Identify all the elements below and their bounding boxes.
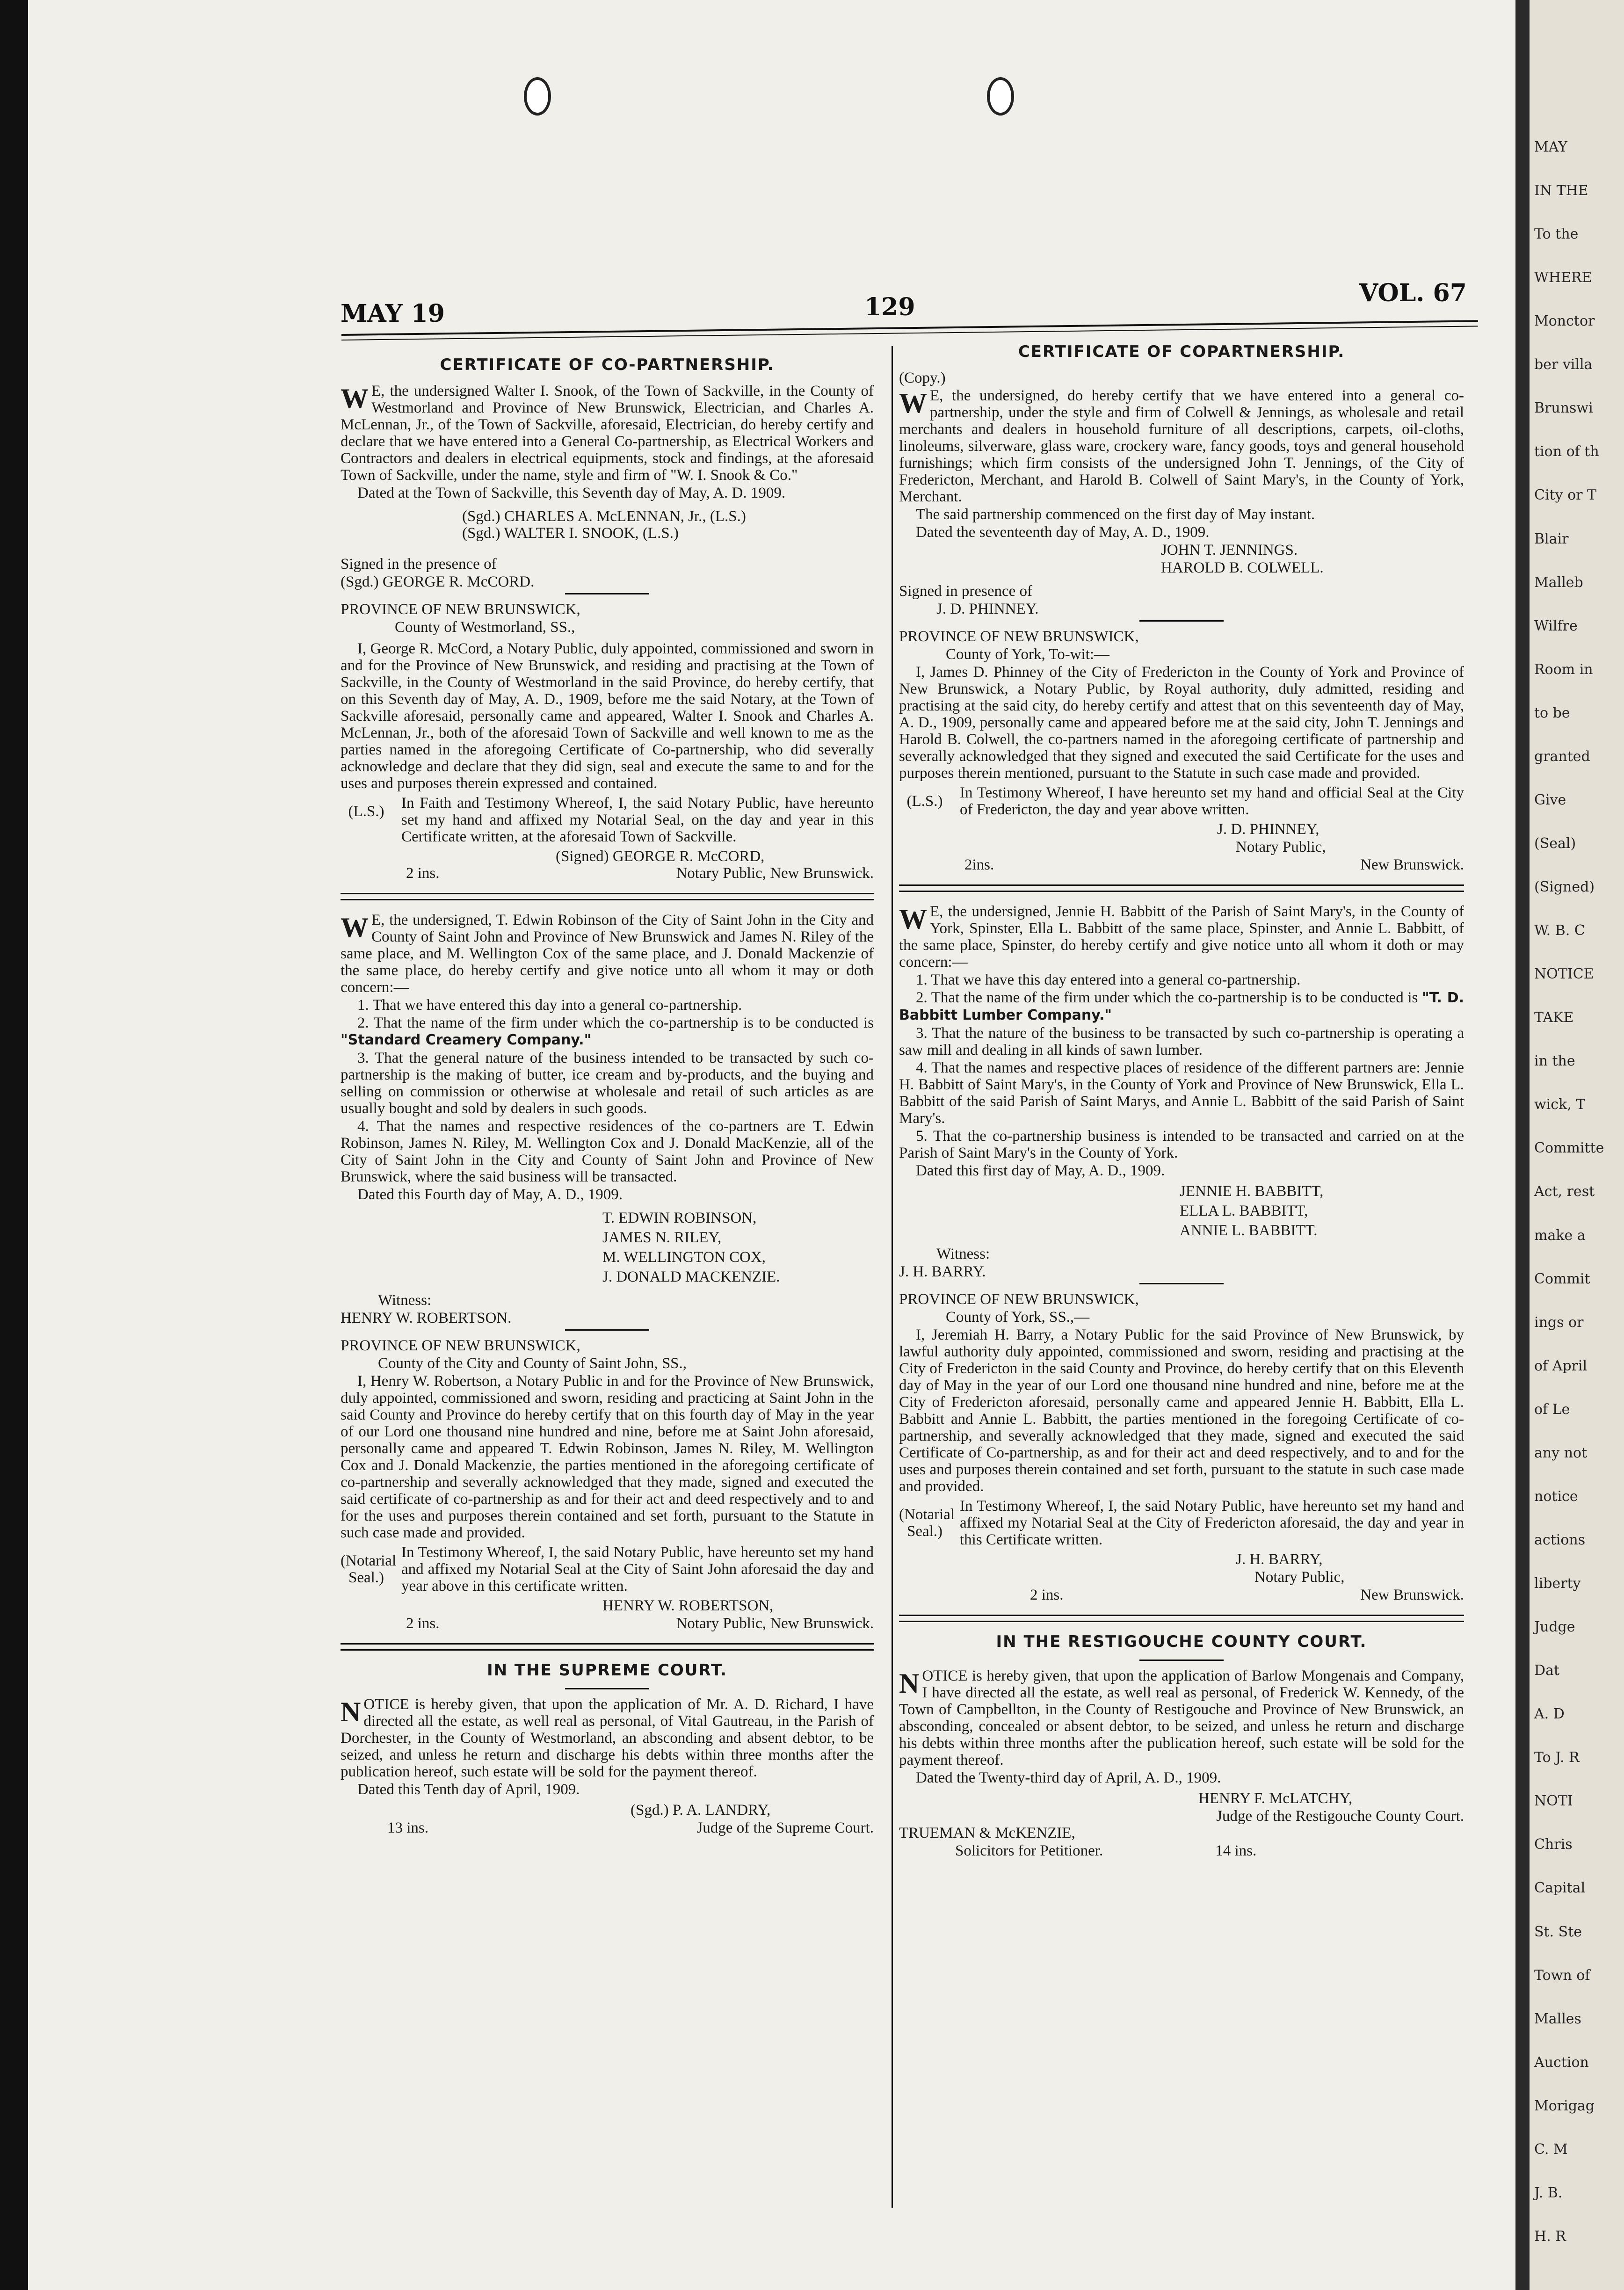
rcert2-item3: 3. That the nature of the business to be transacted by such co-partnership is operating a saw mill and dealing in all kinds of sawn lumber. <box>899 1025 1464 1058</box>
court1-judge: Judge of the Supreme Court. <box>696 1819 874 1836</box>
court2-dated: Dated the Twenty-third day of April, A. D., 1909. <box>916 1769 1221 1786</box>
cert1-footer <box>341 865 874 882</box>
divider-short <box>1139 1660 1224 1661</box>
edge-text-fragment: Malles <box>1534 2010 1581 2027</box>
left-column <box>341 356 874 1836</box>
cert2-notary-title: Notary Public, New Brunswick. <box>676 1615 874 1632</box>
rcert1-witness: J. D. PHINNEY. <box>936 601 1039 617</box>
rcert1-sig2: HAROLD B. COLWELL. <box>1161 559 1324 576</box>
edge-text-fragment: Give <box>1534 791 1566 808</box>
header-date: MAY 19 <box>341 299 445 328</box>
edge-text-fragment: Morigag <box>1534 2097 1595 2114</box>
divider-short <box>1139 1283 1224 1284</box>
right-column <box>899 343 1464 1859</box>
edge-text-fragment: W. B. C <box>1534 922 1585 939</box>
edge-text-fragment: City or T <box>1534 487 1597 504</box>
cert2-item4: 4. That the names and respective residences of the co-partners are T. Edwin Robinson, James N. Riley, M. Wellington Cox and J. Donald MacKenzie, all of the City of Saint John in the City and County of Saint John and Province of New Brunswick, where the said business will be transacted. <box>341 1118 874 1185</box>
cert2-name: JAMES N. RILEY, <box>602 1229 722 1246</box>
court2-footer <box>899 1842 1464 1859</box>
edge-text-fragment: granted <box>1534 748 1590 765</box>
cert2-dated: Dated this Fourth day of May, A. D., 1909. <box>357 1186 623 1203</box>
cert1-county: County of Westmorland, SS., <box>395 619 575 636</box>
cert2-seal: (Notarial Seal.) <box>341 1552 397 1586</box>
court2-title: IN THE RESTIGOUCHE COUNTY COURT. <box>996 1632 1367 1651</box>
edge-text-fragment: Town of <box>1534 1967 1590 1984</box>
edge-text-fragment: Blair <box>1534 530 1569 547</box>
edge-text-fragment: Act, rest <box>1534 1183 1595 1200</box>
rcert2-county: County of York, SS.,— <box>946 1309 1090 1326</box>
section-separator <box>341 893 874 900</box>
cert1-sig2: (Sgd.) WALTER I. SNOOK, (L.S.) <box>462 525 679 542</box>
edge-text-fragment: H. R <box>1534 2228 1566 2245</box>
edge-text-fragment: (Signed) <box>1534 879 1595 896</box>
cert1-dated: Dated at the Town of Sackville, this Seventh day of May, A. D. 1909. <box>357 485 786 501</box>
edge-text-fragment: WHERE <box>1534 269 1592 286</box>
rcert2-item1: 1. That we have this day entered into a general co-partnership. <box>916 971 1301 988</box>
edge-text-fragment: Brunswi <box>1534 400 1593 417</box>
rcert2-affidavit: I, Jeremiah H. Barry, a Notary Public for the said Province of New Brunswick, by lawful authority duly appointed, commissioned and sworn, residing and practising at the City of Fredericton in the said County and Province, do hereby certify that on this Eleventh day of May in the year of our Lord one thousand nine hundred and nine, before me at the City of Fredericton aforesaid, personally came and appeared Jennie H. Babbitt, Ella L. Babbitt and Annie L. Babbitt, the parties mentioned in the foregoing Certificate of co-partnership, and severally acknowledged that they made, signed and executed the said Certificate of Co-partnership, as and for their act and deed respectively, and to and for the uses and purposes therein contained and set forth, pursuant to the statute in such case made and provided. <box>899 1326 1464 1495</box>
rcert2-notary-title2: New Brunswick. <box>1360 1587 1464 1603</box>
edge-text-fragment: actions <box>1534 1531 1586 1548</box>
edge-text-fragment: C. M <box>1534 2141 1568 2158</box>
court1-title: IN THE SUPREME COURT. <box>486 1661 728 1680</box>
rcert1-ins: 2ins. <box>964 856 994 873</box>
cert2-witness: HENRY W. ROBERTSON. <box>341 1310 512 1326</box>
section-separator <box>899 1615 1464 1622</box>
edge-text-fragment: Judge <box>1534 1619 1575 1636</box>
edge-text-fragment: notice <box>1534 1488 1578 1505</box>
cert2-notary-sig: HENRY W. ROBERTSON, <box>602 1597 774 1614</box>
edge-text-fragment: make a <box>1534 1227 1586 1244</box>
edge-text-fragment: NOTI <box>1534 1793 1573 1810</box>
rcert1-notary-title1: Notary Public, <box>1236 839 1326 855</box>
rcert1-notary-sig: J. D. PHINNEY, <box>1217 821 1320 838</box>
rcert2-item2: 2. That the name of the firm under which the co-partnership is to be conducted is "T. D. Babbitt Lumber Company." <box>899 989 1464 1023</box>
cert2-item3: 3. That the general nature of the business intended to be transacted by such co-partnership is the making of butter, ice cream and by-products, and the buying and selling on commission or otherwise at wholesale and retail of such articles as are usually bought and sold by dealers in such goods. <box>341 1050 874 1117</box>
rcert2-witness: J. H. BARRY. <box>899 1263 986 1280</box>
court1-sig: (Sgd.) P. A. LANDRY, <box>631 1802 771 1819</box>
cert2-name: T. EDWIN ROBINSON, <box>602 1210 757 1226</box>
edge-text-fragment: wick, T <box>1534 1096 1586 1113</box>
edge-text-fragment: St. Ste <box>1534 1923 1582 1940</box>
court1-footer <box>341 1819 874 1836</box>
rcert2-footer <box>899 1587 1464 1603</box>
edge-text-fragment: NOTICE <box>1534 966 1594 983</box>
cert1-testimony-block <box>341 795 874 845</box>
divider-short <box>1139 620 1224 622</box>
cert1-sig1: (Sgd.) CHARLES A. McLENNAN, Jr., (L.S.) <box>462 508 746 525</box>
court1-ins: 13 ins. <box>387 1819 429 1836</box>
court2-solicitors: TRUEMAN & McKENZIE, <box>899 1825 1075 1841</box>
cert1-notary-sig: (Signed) GEORGE R. McCORD, <box>556 848 765 865</box>
cert1-testimony: In Faith and Testimony Whereof, I, the said Notary Public, have hereunto set my hand and affixed my Notarial Seal, on the day and year in this Certificate written, at the aforesaid Town of Sackville. <box>401 795 874 845</box>
rcert2-ins: 2 ins. <box>1030 1587 1064 1603</box>
cert2-witness-label: Witness: <box>378 1292 432 1309</box>
edge-text-fragment: Capital <box>1534 1880 1586 1897</box>
divider-short <box>565 593 649 594</box>
edge-text-fragment: Commit <box>1534 1270 1590 1287</box>
court2-sig: HENRY F. McLATCHY, <box>1198 1790 1353 1807</box>
court2-judge: Judge of the Restigouche County Court. <box>1216 1808 1464 1825</box>
section-separator <box>899 884 1464 892</box>
rcert1-sig1: JOHN T. JENNINGS. <box>1161 542 1298 558</box>
cert1-seal: (L.S.) <box>348 803 384 820</box>
cert1-body: W E, the undersigned Walter I. Snook, of the Town of Sackville, in the County of Westmorland and Province of New Brunswick, Electrician, and Charles A. McLennan, Jr., of the Town of Sackville, aforesaid, Electrician, do hereby certify and declare that we have entered into a General Co-partnership, as Electrical Workers and Contractors and dealers in electrical equipments, stock and findings, at the aforesaid Town of Sackville, under the name, style and firm of "W. I. Snook & Co." <box>341 383 874 484</box>
cert2-name: J. DONALD MACKENZIE. <box>602 1268 780 1285</box>
edge-text-fragment: IN THE <box>1534 182 1588 199</box>
edge-text-fragment: Chris <box>1534 1836 1573 1853</box>
header-volume: VOL. 67 <box>1359 279 1467 307</box>
edge-text-fragment: Committe <box>1534 1140 1604 1157</box>
edge-text-fragment: (Seal) <box>1534 835 1576 852</box>
newspaper-page <box>28 0 1515 2290</box>
rcert2-name: JENNIE H. BABBITT, <box>1180 1183 1324 1200</box>
rcert1-signed-in: Signed in presence of <box>899 583 1032 600</box>
rcert1-seal: (L.S.) <box>906 793 943 810</box>
edge-text-fragment: of Le <box>1534 1401 1570 1418</box>
rcert1-dated: Dated the seventeenth day of May, A. D., 1909. <box>916 524 1210 541</box>
rcert1-title: CERTIFICATE OF COPARTNERSHIP. <box>1018 342 1345 361</box>
rcert1-notary-title2: New Brunswick. <box>1360 856 1464 873</box>
cert1-signed-in: Signed in the presence of <box>341 556 497 572</box>
edge-text-fragment: Malleb <box>1534 574 1583 591</box>
edge-text-fragment: in the <box>1534 1053 1575 1070</box>
edge-text-fragment: Auction <box>1534 2054 1589 2071</box>
cert2-item2: 2. That the name of the firm under which the co-partnership is to be conducted is "Standard Creamery Company." <box>341 1015 874 1048</box>
cert1-affidavit: I, George R. McCord, a Notary Public, duly appointed, commissioned and sworn in and for the Province of New Brunswick, and residing and practising at the Town of Sackville, in the County of Westmorland in the said Province, do hereby certify, that on this Seventh day of May, A. D., 1909, before me the said Notary, at the Town of Sackville aforesaid, personally came and appeared, Walter I. Snook and Charles A. McLennan, Jr., both of the aforesaid Town of Sackville and well known to me as the parties named in the aforegoing Certificate of Co-partnership, who did severally acknowledge and declare that they did sign, seal and execute the same to and for the uses and purposes therein expressed and contained. <box>341 640 874 792</box>
rcert2-testimony: In Testimony Whereof, I, the said Notary Public, have hereunto set my hand and affixed my Notarial Seal at the City of Fredericton aforesaid, the day and year in this Certificate written. <box>960 1498 1464 1548</box>
rcert2-province: PROVINCE OF NEW BRUNSWICK, <box>899 1291 1139 1308</box>
cert1-ins: 2 ins. <box>406 865 440 882</box>
edge-text-fragment: Monctor <box>1534 313 1595 330</box>
cert1-province: PROVINCE OF NEW BRUNSWICK, <box>341 601 580 618</box>
edge-text-fragment: Dat <box>1534 1662 1559 1679</box>
court2-body: NOTICE is hereby given, that upon the application of Barlow Mongenais and Company, I have directed all the estate, as well real as personal, of Frederick W. Kennedy, of the Town of Campbellton, in the County of Restigouche and Province of New Brunswick, an absconding, concealed or absent debtor, to be seized, and unless he return and discharge his debts within three months after the publication hereof, such estate will be sold for the payment thereof. <box>899 1667 1464 1768</box>
rcert1-testimony: In Testimony Whereof, I have hereunto set my hand and official Seal at the City of Fredericton, the day and year above written. <box>960 784 1464 818</box>
edge-text-fragment: J. B. <box>1534 2184 1563 2201</box>
edge-text-fragment: A. D <box>1534 1706 1565 1723</box>
cert2-name: M. WELLINGTON COX, <box>602 1249 766 1266</box>
rcert1-commenced: The said partnership commenced on the first day of May instant. <box>916 506 1315 523</box>
edge-text-fragment: ings or <box>1534 1314 1584 1331</box>
cert1-notary-title: Notary Public, New Brunswick. <box>676 865 874 882</box>
punch-hole-left <box>524 77 551 116</box>
edge-text-fragment: of April <box>1534 1357 1588 1374</box>
edge-text-fragment: To J. R <box>1534 1749 1580 1766</box>
rcert1-county: County of York, To-wit:— <box>946 646 1110 663</box>
edge-text-fragment: TAKE <box>1534 1009 1574 1026</box>
edge-text-fragment: tion of th <box>1534 443 1599 460</box>
cert2-footer <box>341 1615 874 1632</box>
cert2-ins: 2 ins. <box>406 1615 440 1632</box>
rcert1-province: PROVINCE OF NEW BRUNSWICK, <box>899 628 1139 645</box>
rcert2-body: W E, the undersigned, Jennie H. Babbitt of the Parish of Saint Mary's, in the County of York, Spinster, Ella L. Babbitt of the same place, Spinster, and Annie L. Babbitt, of the same place, Spinster, do hereby certify and give notice unto all whom it doth or may concern:— <box>899 903 1464 971</box>
rcert2-dated: Dated this first day of May, A. D., 1909. <box>916 1162 1165 1179</box>
edge-text-fragment: Wilfre <box>1534 617 1578 634</box>
rcert2-name: ANNIE L. BABBITT. <box>1180 1222 1318 1239</box>
section-separator <box>341 1643 874 1651</box>
court1-body: NOTICE is hereby given, that upon the application of Mr. A. D. Richard, I have directed all the estate, as well real as personal, of Vital Gautreau, in the Parish of Dorchester, in the County of Westmorland, an absconding and absent debtor, to be seized, and unless he return and discharge his debts within three months after the publication hereof, such estate will be sold for the payment thereof. <box>341 1696 874 1780</box>
cert2-affidavit: I, Henry W. Robertson, a Notary Public in and for the Province of New Brunswick, duly appointed, commissioned and sworn, residing and practicing at Saint John in the said County and Province do hereby certify that on this fourth day of May in the year of our Lord one thousand nine hundred and nine, before me at Saint John aforesaid, personally came and appeared T. Edwin Robinson, James N. Riley, M. Wellington Cox and J. Donald Mackenzie, the parties mentioned in the aforegoing certificate of co-partnership and severally acknowledged that they made, signed and executed the said certificate of co-partnership as and for their act and deed respectively and to and for the uses and purposes therein contained and set forth, pursuant to the Statute in such case made and provided. <box>341 1373 874 1541</box>
binding-shadow <box>0 0 28 2290</box>
court2-solicitors-title: Solicitors for Petitioner. <box>955 1842 1103 1859</box>
rcert1-affidavit: I, James D. Phinney of the City of Fredericton in the County of York and Province of New Brunswick, a Notary Public, by Royal authority, duly admitted, residing and practising at the said city, do hereby certify and attest that on this seventeenth day of May, A. D., 1909, personally came and appeared before me at the said city, John T. Jennings and Harold B. Colwell, the co-partners named in the aforegoing certificate of partnership and severally acknowledged that they signed and executed the said Certificate for the uses and purposes therein mentioned, pursuant to the Statute in such case made and provided. <box>899 664 1464 782</box>
cert2-county: County of the City and County of Saint John, SS., <box>378 1355 687 1372</box>
punch-hole-right <box>987 77 1014 116</box>
adjacent-page-edge <box>1515 0 1624 2290</box>
court1-dated: Dated this Tenth day of April, 1909. <box>357 1781 580 1798</box>
edge-text-fragment: to be <box>1534 704 1570 721</box>
court2-ins: 14 ins. <box>1215 1842 1257 1859</box>
edge-text-fragment: liberty <box>1534 1575 1581 1592</box>
cert2-testimony-block <box>341 1544 874 1594</box>
cert2-item1: 1. That we have entered this day into a general co-partnership. <box>357 997 742 1014</box>
rcert1-copy: (Copy.) <box>899 370 946 386</box>
rcert1-testimony-block <box>899 784 1464 818</box>
edge-text-fragment: To the <box>1534 226 1579 243</box>
edge-text-fragment: MAY <box>1534 139 1567 155</box>
edge-text-fragment: any not <box>1534 1444 1588 1461</box>
rcert1-footer <box>899 856 1464 873</box>
column-divider <box>892 346 893 2208</box>
cert2-names <box>341 1210 874 1285</box>
divider-short <box>565 1688 649 1689</box>
cert2-testimony: In Testimony Whereof, I, the said Notary Public, have hereunto set my hand and affixed my Notarial Seal at the City of Saint John aforesaid the day and year above in this certificate written. <box>401 1544 874 1594</box>
rcert2-names <box>899 1183 1464 1239</box>
rcert2-testimony-block <box>899 1498 1464 1548</box>
header-page-number: 129 <box>864 293 915 321</box>
rcert1-body: W E, the undersigned, do hereby certify that we have entered into a general co-partnership, under the style and firm of Colwell & Jennings, as wholesale and retail merchants and dealers in household furniture of all descriptions, carpets, oil-cloths, linoleums, silverware, glass ware, crockery ware, fancy goods, toys and general household furnishings; which firm consists of the undersigned John T. Jennings, of the City of Fredericton, Merchant, and Harold B. Colwell of Saint Mary's, in the County of York, Merchant. <box>899 387 1464 505</box>
cert1-witness: (Sgd.) GEORGE R. McCORD. <box>341 573 535 590</box>
edge-text-fragment: ber villa <box>1534 356 1593 373</box>
rcert2-name: ELLA L. BABBITT, <box>1180 1203 1308 1219</box>
rcert2-seal: (Notarial Seal.) <box>899 1506 955 1540</box>
cert2-province: PROVINCE OF NEW BRUNSWICK, <box>341 1337 580 1354</box>
rcert2-notary-title1: Notary Public, <box>1254 1569 1345 1586</box>
rcert2-item5: 5. That the co-partnership business is intended to be transacted and carried on at the Parish of Saint Mary's in the County of York. <box>899 1128 1464 1161</box>
rcert2-notary-sig: J. H. BARRY, <box>1236 1551 1323 1568</box>
rcert2-witness-label: Witness: <box>936 1246 990 1262</box>
cert2-body: W E, the undersigned, T. Edwin Robinson of the City of Saint John in the City and County of Saint John and Province of New Brunswick and James N. Riley of the same place, and M. Wellington Cox of the same place, and J. Donald Mackenzie of the same place, do hereby certify and give notice unto all whom it may or doth concern:— <box>341 912 874 996</box>
edge-text-fragment: Room in <box>1534 661 1593 678</box>
cert1-title: CERTIFICATE OF CO-PARTNERSHIP. <box>440 355 775 374</box>
divider-short <box>565 1329 649 1331</box>
rcert2-item4: 4. That the names and respective places of residence of the different partners are: Jennie H. Babbitt of Saint Mary's, in the County of York and Province of New Brunswick, Ella L. Babbitt of the said Parish of Saint Marys, and Annie L. Babbitt of the said Parish of Saint Mary's. <box>899 1059 1464 1127</box>
